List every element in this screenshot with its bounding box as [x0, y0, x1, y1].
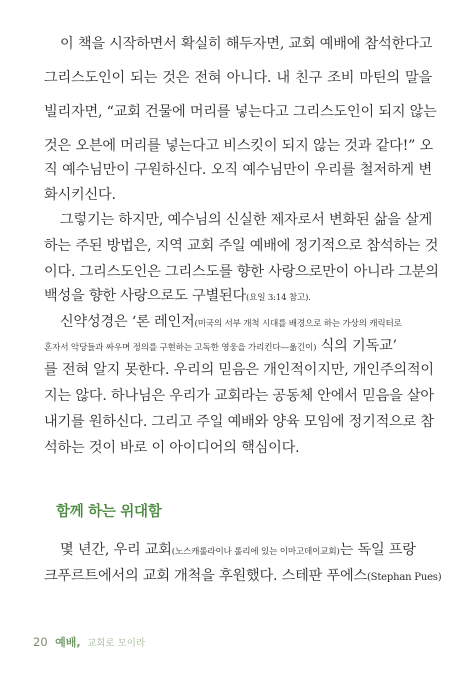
- scripture-reference: (요일 3:14 참고).: [246, 293, 311, 303]
- body-line-10-text: 백성을 향한 사랑으로도 구별된다: [44, 288, 247, 304]
- body-line-12: [44, 336, 432, 358]
- body-line-4: 것은 오븐에 머리를 넣는다고 비스킷이 되지 않는 것과 같다!” 오: [44, 138, 433, 154]
- section-line-1: [60, 540, 432, 562]
- section-line-2: [44, 566, 442, 588]
- body-line-3: 빌리자면, “교회 건물에 머리를 넣는다고 그리스도인이 되지 않는: [44, 104, 437, 120]
- body-line-14: 지는 않다. 하나님은 우리가 교회라는 공동체 안에서 믿음을 살아: [44, 388, 434, 404]
- translator-note-start: (미국의 서부 개척 시대를 배경으로 하는 가상의 캐릭터로: [194, 319, 402, 329]
- body-line-10: [44, 286, 432, 308]
- page-footer: [33, 634, 145, 650]
- name-note: (Stephan Pues): [366, 572, 442, 583]
- section-line-2-text: 크푸르트에서의 교회 개척을 후원했다. 스테판 푸에스: [44, 568, 367, 584]
- page-number: 20: [33, 635, 48, 649]
- body-line-11: [60, 312, 432, 334]
- section-heading: 함께 하는 위대함: [56, 504, 162, 520]
- church-note: (노스캐롤라이나 롤리에 있는 이마고데이교회): [171, 547, 340, 557]
- running-subtitle: 교회로 모이라: [87, 638, 146, 649]
- body-line-12-text: 식의 기독교’: [316, 338, 397, 354]
- body-line-15: 내기를 원하신다. 그리고 주일 예배와 양육 모임에 정기적으로 참: [44, 414, 434, 430]
- section-line-1-text-b: 는 독일 프랑: [339, 542, 416, 558]
- body-line-16: 석하는 것이 바로 이 아이디어의 핵심이다.: [44, 440, 300, 456]
- body-line-5: 직 예수님만이 구원하신다. 오직 예수님만이 우리를 철저하게 변: [44, 162, 432, 178]
- body-line-8: 하는 주된 방법은, 지역 교회 주일 예배에 정기적으로 참석하는 것: [44, 238, 439, 254]
- body-line-11-text: 신약성경은 ‘론 레인저: [60, 314, 195, 330]
- running-title: 예배,: [55, 636, 81, 649]
- translator-note-end: 혼자서 악당들과 싸우며 정의를 구현하는 고독한 영웅을 가리킨다—옮긴이): [44, 343, 317, 353]
- body-line-7: 그렇기는 하지만, 예수님의 신실한 제자로서 변화된 삶을 살게: [60, 212, 433, 228]
- body-line-2: 그리스도인이 되는 것은 전혀 아니다. 내 친구 조비 마틴의 말을: [44, 70, 432, 86]
- body-line-13: 를 전혀 알지 못한다. 우리의 믿음은 개인적이지만, 개인주의적이: [44, 362, 434, 378]
- section-line-1-text-a: 몇 년간, 우리 교회: [60, 542, 172, 558]
- body-line-1: 이 책을 시작하면서 확실히 해두자면, 교회 예배에 참석한다고: [60, 36, 433, 52]
- body-line-9: 이다. 그리스도인은 그리스도를 향한 사랑으로만이 아니라 그분의: [44, 264, 439, 280]
- body-line-6: 화시키신다.: [44, 187, 116, 203]
